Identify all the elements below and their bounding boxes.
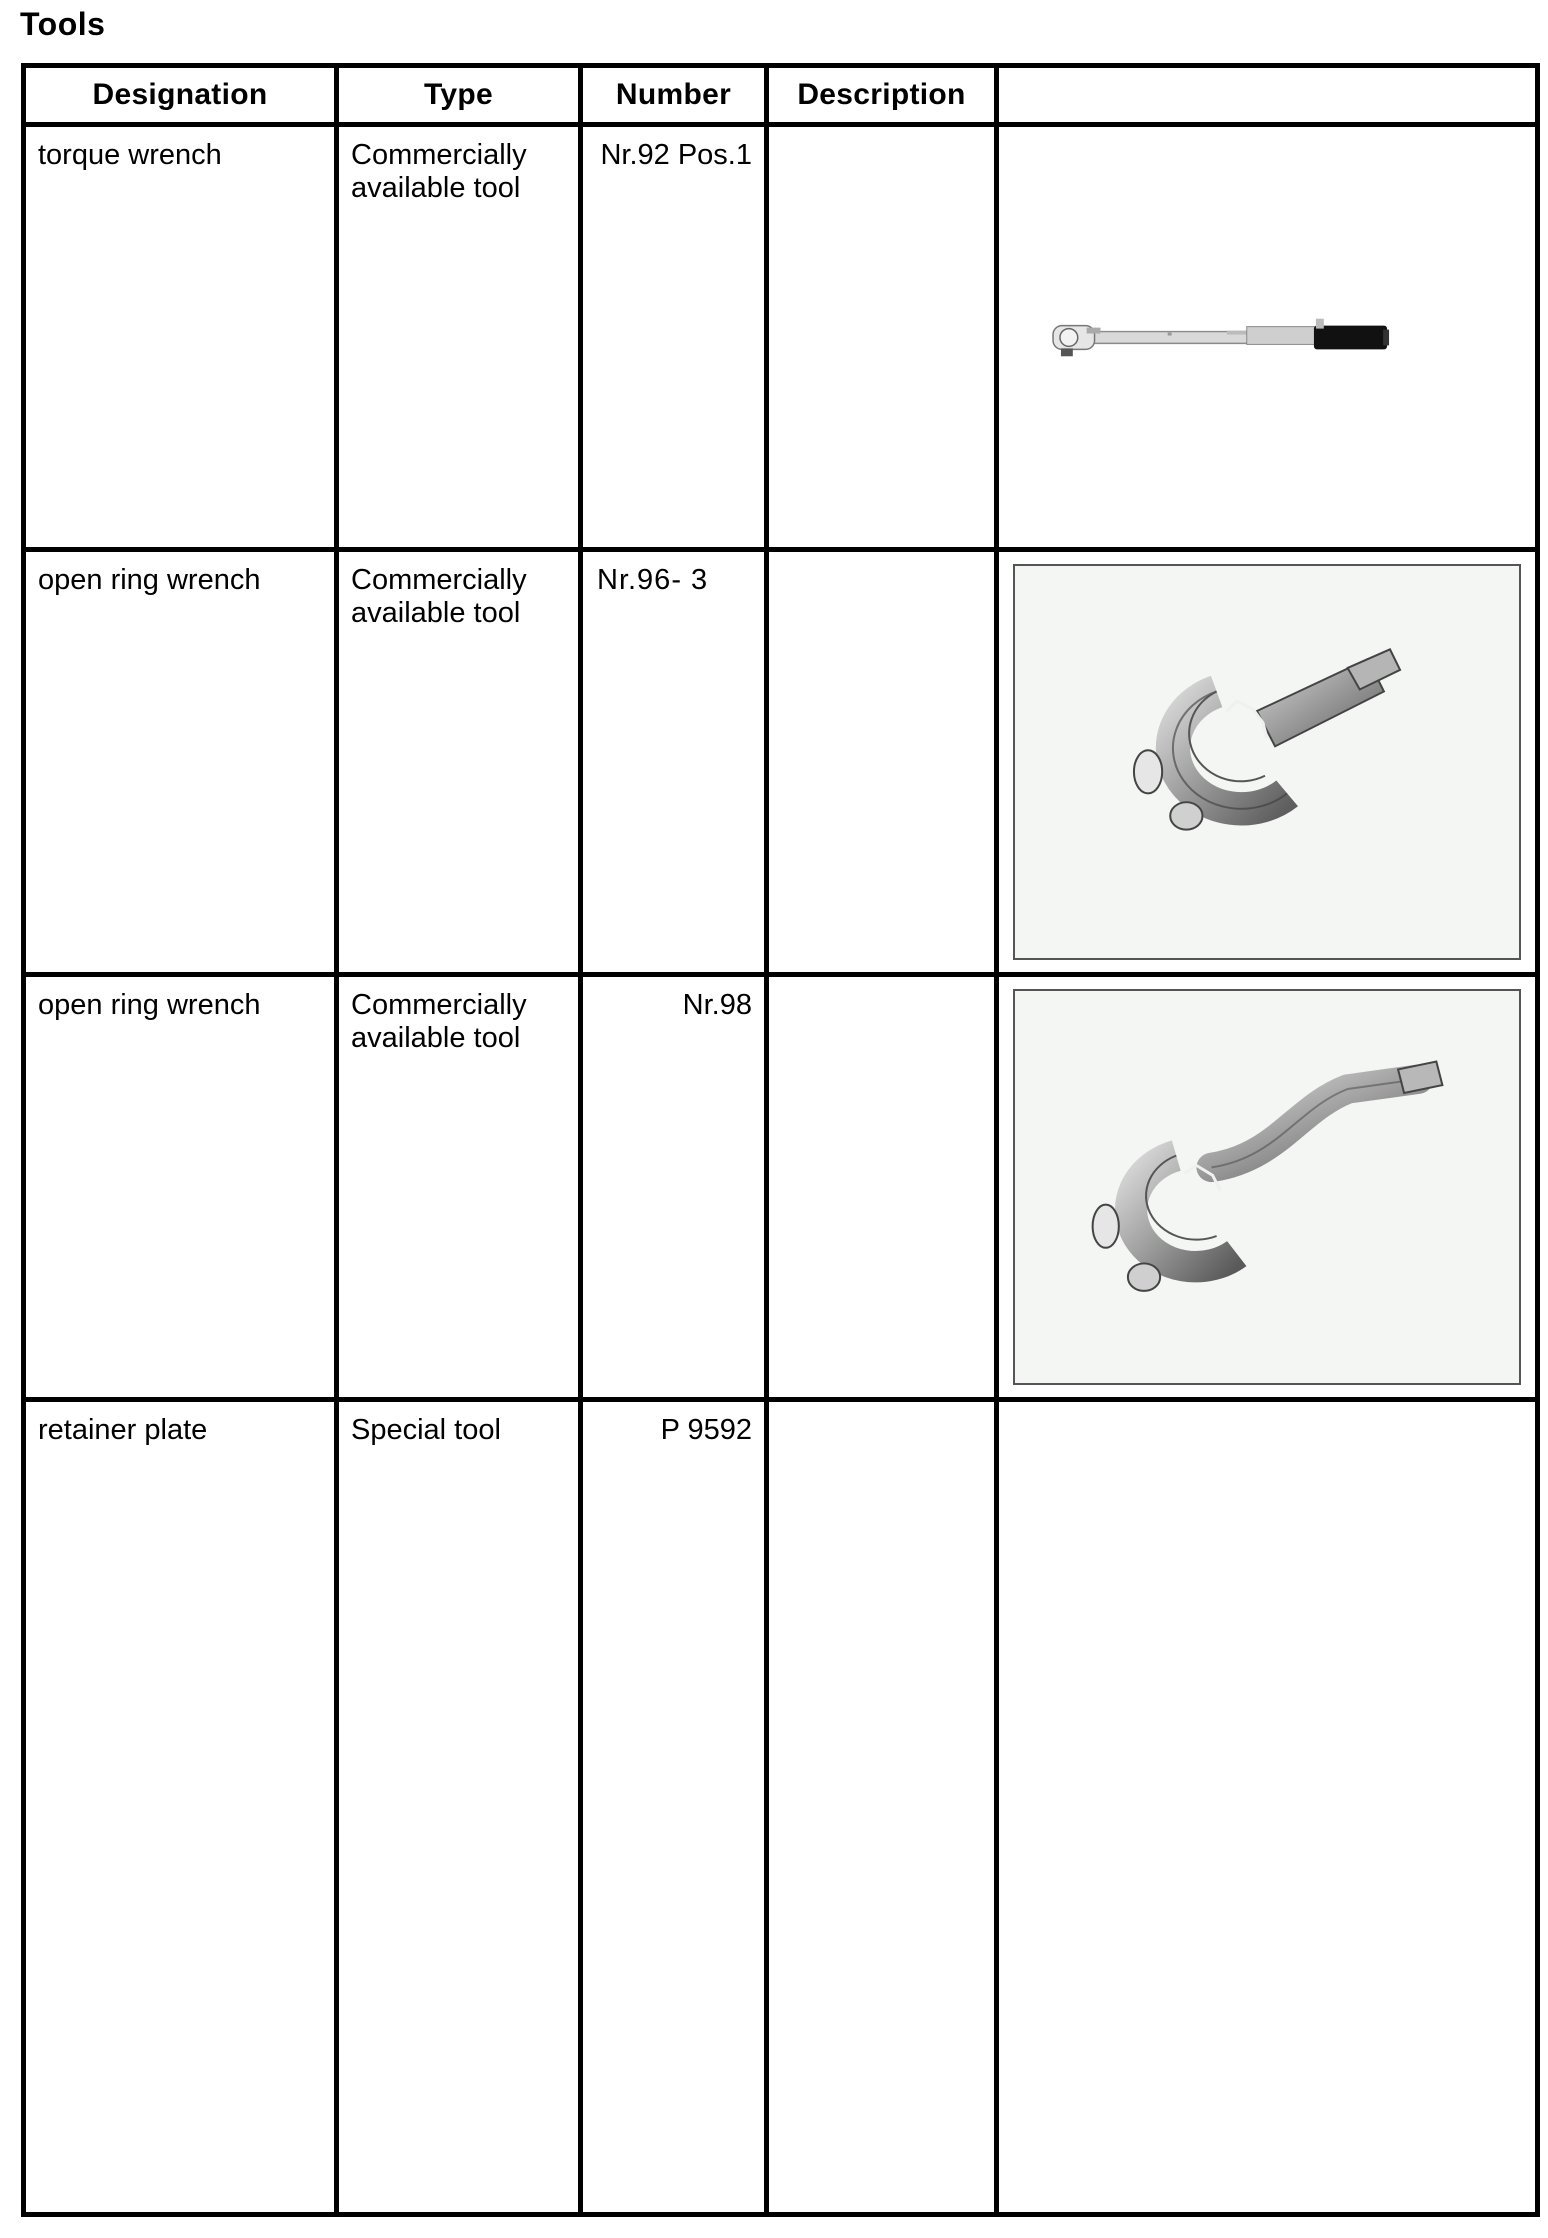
cell-designation (24, 550, 337, 975)
cell-number (581, 125, 767, 550)
table-header-row (24, 66, 1538, 125)
type-text: Commercially available tool (351, 989, 527, 1054)
photo-frame (1013, 989, 1521, 1385)
type-text: Commercially available tool (351, 139, 527, 204)
cell-number (581, 1400, 767, 2215)
header-description: Description (767, 66, 997, 125)
cell-image (997, 975, 1538, 1400)
cell-image (997, 1400, 1538, 2215)
cell-type (337, 975, 581, 1400)
type-text: Special tool (351, 1414, 501, 1446)
header-number: Number (581, 66, 767, 125)
cell-designation (24, 975, 337, 1400)
table-row (24, 975, 1538, 1400)
description-text (769, 977, 994, 989)
table-row (24, 125, 1538, 550)
cell-description (767, 1400, 997, 2215)
cell-image (997, 125, 1538, 550)
tools-table (21, 63, 1540, 2217)
header-designation: Designation (24, 66, 337, 125)
number-text: P 9592 (660, 1414, 752, 1446)
number-text: Nr.92 Pos.1 (600, 139, 752, 171)
cell-type (337, 1400, 581, 2215)
cell-description (767, 550, 997, 975)
number-text: Nr.98 (682, 989, 752, 1021)
cell-image (997, 550, 1538, 975)
open-ring-wrench-straight-image (1015, 566, 1519, 958)
table-row (24, 1400, 1538, 2215)
open-ring-wrench-offset-image (1015, 991, 1519, 1383)
header-type: Type (337, 66, 581, 125)
cell-designation (24, 125, 337, 550)
cell-description (767, 975, 997, 1400)
designation-text: open ring wrench (38, 564, 261, 596)
type-text: Commercially available tool (351, 564, 527, 629)
designation-text: retainer plate (38, 1414, 208, 1446)
description-text (769, 127, 994, 139)
cell-number (581, 975, 767, 1400)
photo-frame (1013, 564, 1521, 960)
cell-description (767, 125, 997, 550)
designation-text: open ring wrench (38, 989, 261, 1021)
cell-number (581, 550, 767, 975)
designation-text: torque wrench (38, 139, 222, 171)
cell-type (337, 550, 581, 975)
header-image (997, 66, 1538, 125)
description-text (769, 1402, 994, 1414)
number-text: Nr.96- 3 (597, 564, 709, 596)
page-title: Tools (20, 6, 106, 42)
description-text (769, 552, 994, 564)
table-row (24, 550, 1538, 975)
torque-wrench-image (999, 127, 1535, 547)
cell-designation (24, 1400, 337, 2215)
cell-type (337, 125, 581, 550)
